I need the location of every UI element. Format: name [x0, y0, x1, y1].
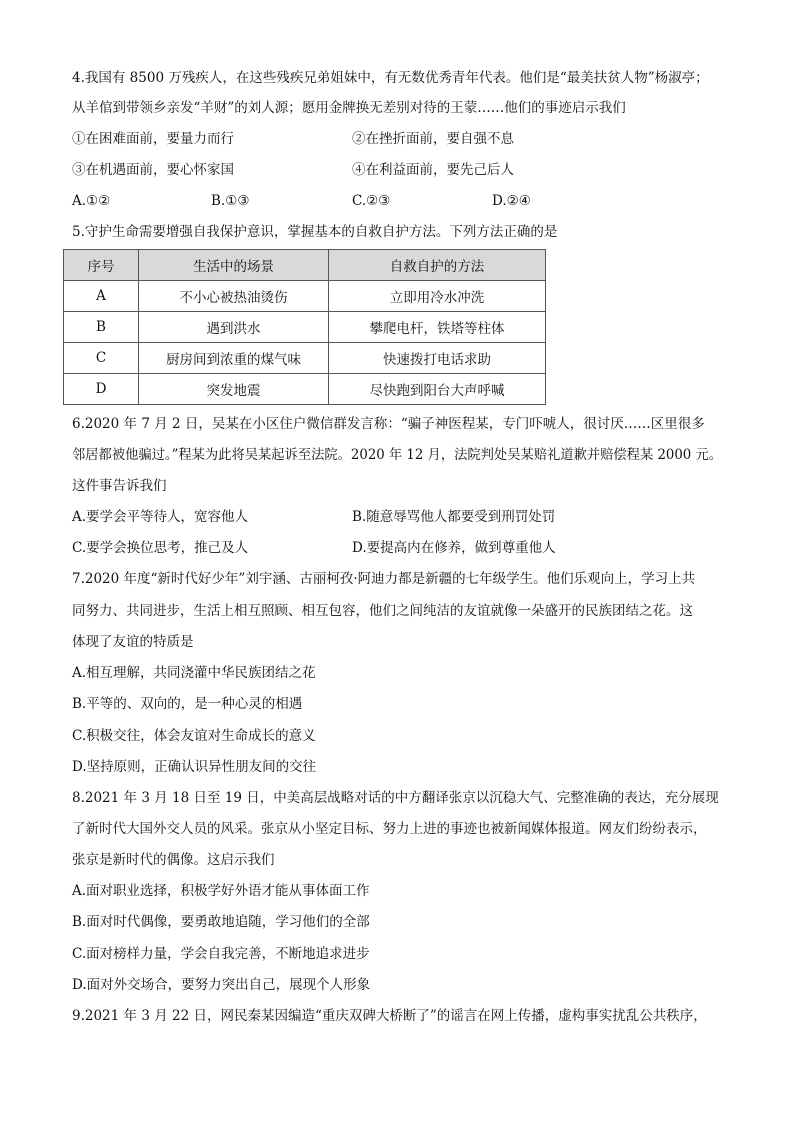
q5-cell-method: 快速拨打电话求助 [329, 343, 546, 374]
q5-cell-method: 尽快跑到阳台大声呼喊 [329, 374, 546, 405]
q8-option-d: D.面对外交场合，要努力突出自己，展现个人形象 [72, 977, 371, 993]
q9-stem-line1: 9.2021 年 3 月 22 日，网民秦某因编造“重庆双碑大桥断了”的谣言在网上传播，虚构事实扰乱公共秩序， [72, 1008, 707, 1024]
q7-stem-line3: 体现了友谊的特质是 [72, 634, 194, 650]
q4-option-a: A.①② [72, 193, 111, 209]
q8-stem-line2: 了新时代大国外交人员的风采。张京从小坚定目标、努力上进的事迹也被新闻媒体报道。网友们纷纷表示， [72, 821, 707, 837]
q8-option-b: B.面对时代偶像，要勇敢地追随，学习他们的全部 [72, 914, 370, 930]
q5-table-header-row [64, 250, 546, 281]
q7-option-b: B.平等的、双向的，是一种心灵的相遇 [72, 696, 303, 712]
q6-stem-line1: 6.2020 年 7 月 2 日，吴某在小区住户微信群发言称：“骗子神医程某，专门吓唬人，很讨厌……区里很多 [72, 416, 705, 432]
q5-cell-method: 立即用冷水冲洗 [329, 281, 546, 312]
q5-cell-scene: 厨房间到浓重的煤气味 [139, 343, 329, 374]
q7-stem-line2: 同努力、共同进步，生活上相互照顾、相互包容，他们之间纯洁的友谊就像一朵盛开的民族团结之花。这 [72, 603, 693, 619]
table-row [64, 312, 546, 343]
q6-option-b: B.随意辱骂他人都要受到刑罚处罚 [352, 509, 556, 525]
q5-cell-scene: 不小心被热油烫伤 [139, 281, 329, 312]
q5-cell-method: 攀爬电杆，铁塔等柱体 [329, 312, 546, 343]
q7-stem-line1: 7.2020 年度“新时代好少年”刘宇涵、古丽柯孜·阿迪力都是新疆的七年级学生。他们乐观向上，学习上共 [72, 571, 696, 587]
q7-option-d: D.坚持原则，正确认识异性朋友间的交往 [72, 759, 317, 775]
q8-stem-line3: 张京是新时代的偶像。这启示我们 [72, 852, 275, 868]
q7-option-c: C.积极交往，体会友谊对生命成长的意义 [72, 728, 316, 744]
q4-item2: ②在挫折面前，要自强不息 [352, 131, 514, 147]
q5-header-scene: 生活中的场景 [139, 250, 329, 281]
q4-stem-line1: 4.我国有 8500 万残疾人，在这些残疾兄弟姐妹中，有无数优秀青年代表。他们是“最美扶贫人物”杨淑亭； [72, 70, 709, 86]
q4-option-c: C.②③ [352, 193, 391, 209]
q8-option-a: A.面对职业选择，积极学好外语才能从事体面工作 [72, 883, 370, 899]
q5-table [63, 249, 546, 405]
q4-option-d: D.②④ [492, 193, 531, 209]
q7-option-a: A.相互理解，共同浇灌中华民族团结之花 [72, 665, 316, 681]
q8-option-c: C.面对榜样力量，学会自我完善，不断地追求进步 [72, 946, 370, 962]
q5-cell-index: C [64, 343, 139, 374]
table-row [64, 281, 546, 312]
table-row [64, 374, 546, 405]
q5-header-method: 自救自护的方法 [329, 250, 546, 281]
q6-stem-line3: 这件事告诉我们 [72, 478, 167, 494]
q4-item4: ④在利益面前，要先己后人 [352, 162, 514, 178]
q6-option-d: D.要提高内在修养，做到尊重他人 [352, 540, 556, 556]
q5-header-index: 序号 [64, 250, 139, 281]
q6-option-a: A.要学会平等待人，宽容他人 [72, 509, 249, 525]
q6-option-c: C.要学会换位思考，推己及人 [72, 540, 249, 556]
q5-cell-index: B [64, 312, 139, 343]
q5-cell-scene: 突发地震 [139, 374, 329, 405]
q5-cell-index: D [64, 374, 139, 405]
q4-stem-line2: 从羊倌到带领乡亲发“羊财”的刘人源；愿用金牌换无差别对待的王蒙……他们的事迹启示我们 [72, 100, 626, 116]
table-row [64, 343, 546, 374]
q5-cell-index: A [64, 281, 139, 312]
q5-stem: 5.守护生命需要增强自我保护意识，掌握基本的自救自护方法。下列方法正确的是 [72, 224, 558, 240]
q4-item3: ③在机遇面前，要心怀家国 [72, 162, 234, 178]
q8-stem-line1: 8.2021 年 3 月 18 日至 19 日，中美高层战略对话的中方翻译张京以沉稳大气、完整准确的表达，充分展现 [72, 790, 719, 806]
q4-option-b: B.①③ [211, 193, 250, 209]
q4-item1: ①在困难面前，要量力而行 [72, 131, 234, 147]
q5-cell-scene: 遇到洪水 [139, 312, 329, 343]
q6-stem-line2: 邻居都被他骗过。”程某为此将吴某起诉至法院。2020 年 12 月，法院判处吴某赔礼道歉并赔偿程某 2000 元。 [72, 447, 722, 463]
